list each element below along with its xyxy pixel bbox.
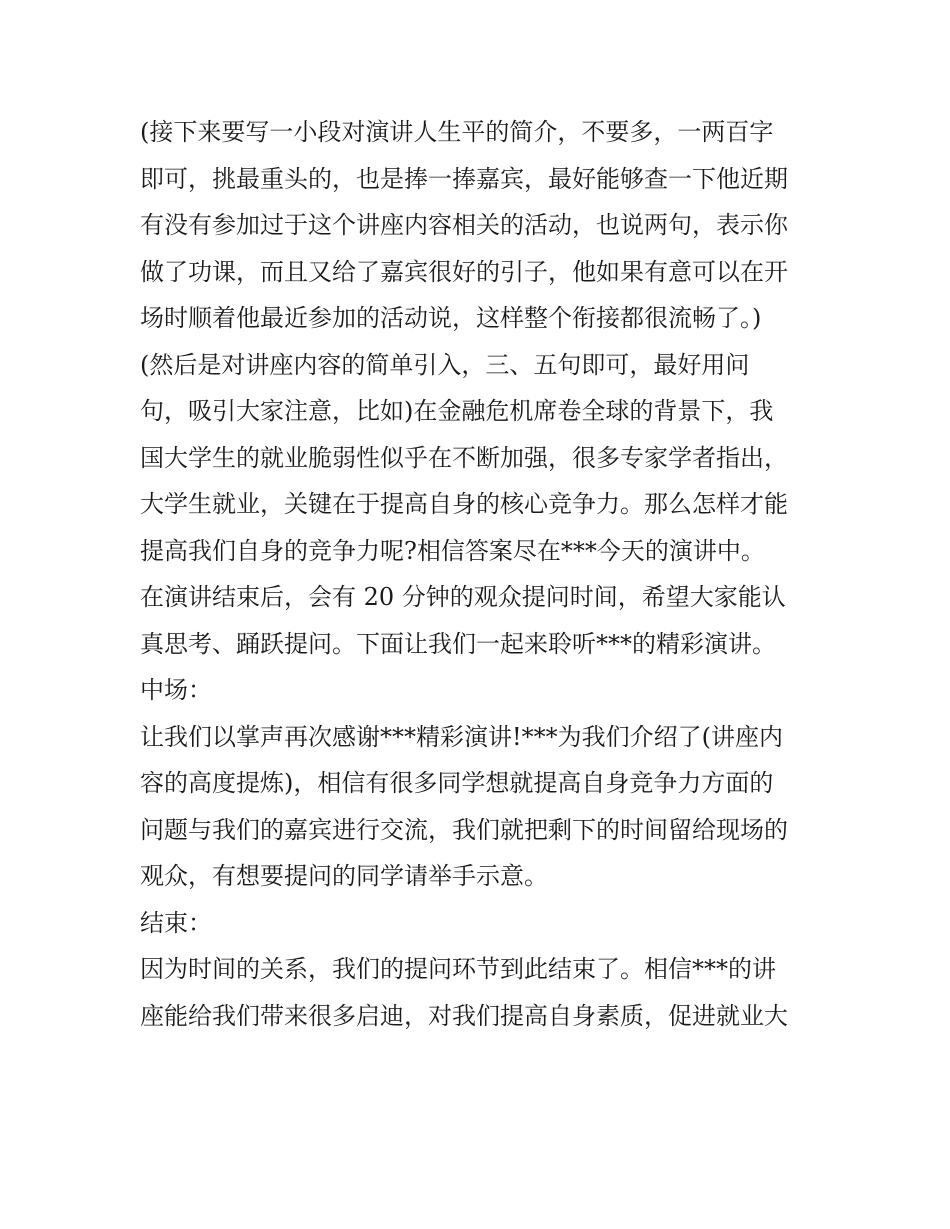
text-line: 因为时间的关系，我们的提问环节到此结束了。相信***的讲 [140, 955, 776, 983]
text-line: (然后是对讲座内容的简单引入，三、五句即可，最好用问 [140, 350, 750, 379]
text-line: 大学生就业，关键在于提高自身的核心竞争力。那么怎样才能 [140, 490, 788, 518]
text-line: 场时顺着他最近参加的活动说，这样整个衔接都很流畅了。) [140, 304, 762, 332]
text-line: 座能给我们带来很多启迪，对我们提高自身素质，促进就业大 [140, 1001, 788, 1030]
text-line: 做了功课，而且又给了嘉宾很好的引子，他如果有意可以在开 [140, 257, 788, 286]
text-line: 让我们以掌声再次感谢***精彩演讲!***为我们介绍了(讲座内 [140, 722, 784, 751]
text-line: 句，吸引大家注意，比如)在金融危机席卷全球的背景下，我 [140, 397, 774, 425]
text-line: 即可，挑最重头的，也是捧一捧嘉宾，最好能够查一下他近期 [140, 164, 788, 193]
text-line: (接下来要写一小段对演讲人生平的简介，不要多，一两百字 [140, 118, 774, 146]
text-line: 提高我们自身的竞争力呢?相信答案尽在***今天的演讲中。 [140, 536, 765, 565]
document-body [140, 109, 820, 1039]
text-line: 在演讲结束后，会有 20 分钟的观众提问时间，希望大家能认 [140, 583, 786, 611]
text-line: 问题与我们的嘉宾进行交流，我们就把剩下的时间留给现场的 [140, 815, 788, 844]
section-heading-ending: 结束： [140, 908, 212, 937]
text-line: 真思考、踊跃提问。下面让我们一起来聆听***的精彩演讲。 [140, 629, 776, 658]
text-line: 观众，有想要提问的同学请举手示意。 [140, 862, 548, 890]
text-line: 有没有参加过于这个讲座内容相关的活动，也说两句，表示你 [140, 211, 788, 239]
text-line: 容的高度提炼)，相信有很多同学想就提高自身竞争力方面的 [140, 769, 774, 797]
section-heading-midfield: 中场： [140, 676, 212, 704]
text-line: 国大学生的就业脆弱性似乎在不断加强，很多专家学者指出， [140, 443, 788, 472]
